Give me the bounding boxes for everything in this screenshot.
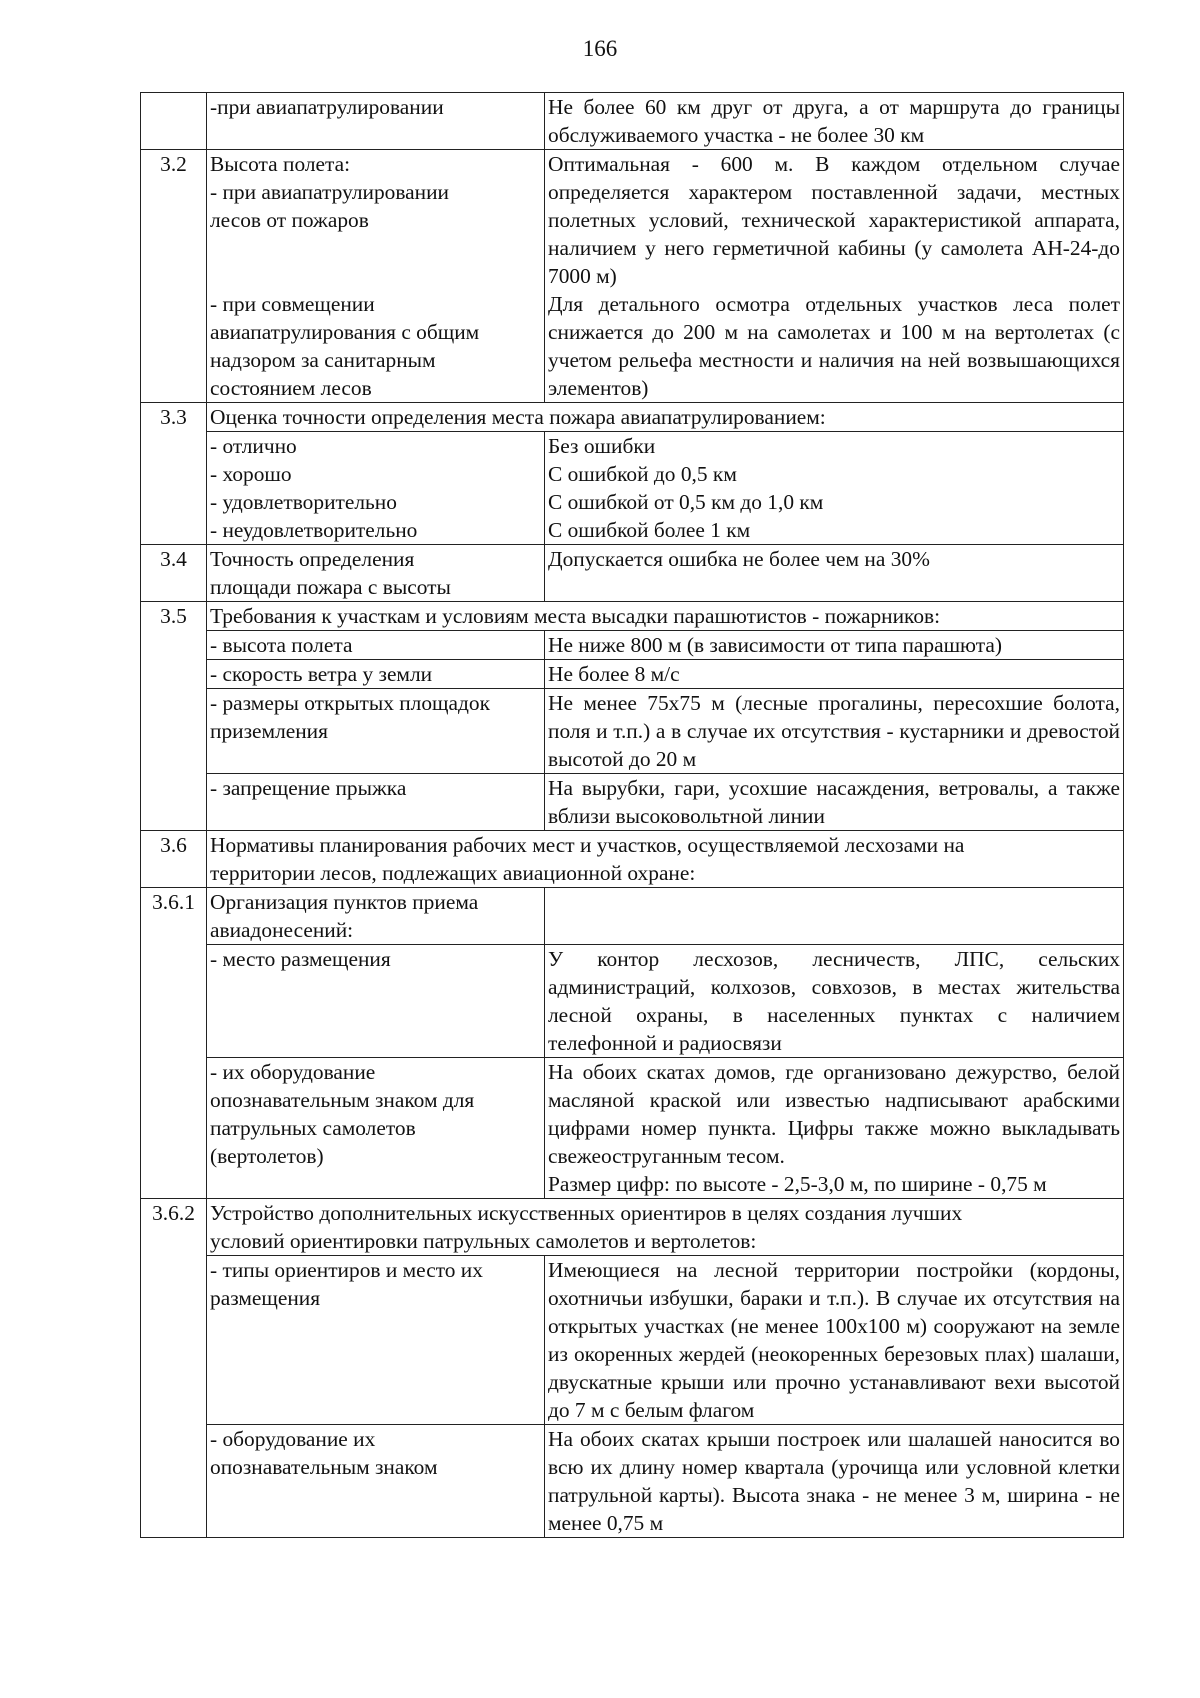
row-label: Точность определения площади пожара с высоты xyxy=(207,545,545,602)
row-value: Имеющиеся на лесной территории постройки (кордоны, охотничьи избушки, бараки и т.п.). В случае их отсутствия на открытых участках (не менее 100x100 м) сооружают на земле из окоренных жердей (неокоренных березовых плах) шалаши, двускатные крыши или прочно устанавливают вехи высотой до 7 м с белым флагом xyxy=(545,1256,1124,1425)
row-value: Для детального осмотра отдельных участков леса полет снижается до 200 м на самолетах и 100 м на вертолетах (с учетом рельефа местности и наличия на ней возвышающихся элементов) xyxy=(545,290,1124,403)
section-number: 3.4 xyxy=(141,545,207,602)
row-value: На обоих скатах домов, где организовано дежурство, белой масляной краской или известью надписывают арабскими цифрами номер пункта. Цифры также можно выкладывать свежеоструганным тесом. Размер цифр: по высоте - 2,5-3,0 м, по ширине - 0,75 м xyxy=(545,1058,1124,1199)
page-number: 166 xyxy=(582,36,618,61)
row-label: Организация пунктов приема авиадонесений: xyxy=(207,888,545,945)
row-label: - отлично - хорошо - удовлетворительно - неудовлетворительно xyxy=(207,432,545,545)
row-value: Не более 8 м/с xyxy=(545,660,1124,689)
table-row xyxy=(141,1256,1124,1425)
row-value: У контор лесхозов, лесничеств, ЛПС, сельских администраций, колхозов, совхозов, в местах жительства лесной охраны, в населенных пунктах с наличием телефонной и радиосвязи xyxy=(545,945,1124,1058)
table-row xyxy=(141,403,1124,432)
table-row xyxy=(141,290,1124,403)
table-row xyxy=(141,432,1124,545)
row-label: - их оборудование опознавательным знаком для патрульных самолетов (вертолетов) xyxy=(207,1058,545,1199)
table-row xyxy=(141,150,1124,291)
row-label: - размеры открытых площадок приземления xyxy=(207,689,545,774)
table-row xyxy=(141,631,1124,660)
empty-cell xyxy=(545,888,1124,945)
row-value: На вырубки, гари, усохшие насаждения, ветровалы, а также вблизи высоковольтной линии xyxy=(545,774,1124,831)
row-label: - скорость ветра у земли xyxy=(207,660,545,689)
section-number: 3.6 xyxy=(141,831,207,888)
row-label: - при совмещении авиапатрулирования с общим надзором за санитарным состоянием лесов xyxy=(207,290,545,403)
section-number: 3.6.1 xyxy=(141,888,207,1199)
section-number: 3.3 xyxy=(141,403,207,545)
table-row xyxy=(141,831,1124,888)
table-row xyxy=(141,93,1124,150)
row-value: Без ошибки С ошибкой до 0,5 км С ошибкой от 0,5 км до 1,0 км С ошибкой более 1 км xyxy=(545,432,1124,545)
section-number: 3.6.2 xyxy=(141,1199,207,1538)
section-header: Требования к участкам и условиям места высадки парашютистов - пожарников: xyxy=(207,602,1124,631)
table-row xyxy=(141,1425,1124,1538)
table-row xyxy=(141,545,1124,602)
table-row xyxy=(141,689,1124,774)
section-number-cell xyxy=(141,93,207,150)
row-label: - типы ориентиров и место их размещения xyxy=(207,1256,545,1425)
table-row xyxy=(141,888,1124,945)
row-value: Не более 60 км друг от друга, а от маршрута до границы обслуживаемого участка - не более 30 км xyxy=(545,93,1124,150)
table-row xyxy=(141,1058,1124,1199)
row-value: Допускается ошибка не более чем на 30% xyxy=(545,545,1124,602)
row-value: Не ниже 800 м (в зависимости от типа парашюта) xyxy=(545,631,1124,660)
row-value: На обоих скатах крыши построек или шалашей наносится во всю их длину номер квартала (урочища или условной клетки патрульной карты). Высота знака - не менее 3 м, ширина - не менее 0,75 м xyxy=(545,1425,1124,1538)
table-row xyxy=(141,660,1124,689)
table-row xyxy=(141,774,1124,831)
norms-table xyxy=(140,92,1124,1538)
row-label: -при авиапатрулировании xyxy=(207,93,545,150)
section-header: Нормативы планирования рабочих мест и участков, осуществляемой лесхозами на территории лесов, подлежащих авиационной охране: xyxy=(207,831,1124,888)
table-row xyxy=(141,945,1124,1058)
section-number: 3.2 xyxy=(141,150,207,403)
row-label: - место размещения xyxy=(207,945,545,1058)
row-label: - оборудование их опознавательным знаком xyxy=(207,1425,545,1538)
section-number: 3.5 xyxy=(141,602,207,831)
row-label: - запрещение прыжка xyxy=(207,774,545,831)
table-row xyxy=(141,1199,1124,1256)
row-value: Не менее 75x75 м (лесные прогалины, пересохшие болота, поля и т.п.) а в случае их отсутствия - кустарники и древостой высотой до 20 м xyxy=(545,689,1124,774)
section-header: Устройство дополнительных искусственных ориентиров в целях создания лучших условий ориентировки патрульных самолетов и вертолетов: xyxy=(207,1199,1124,1256)
row-label: - высота полета xyxy=(207,631,545,660)
section-header: Оценка точности определения места пожара авиапатрулированием: xyxy=(207,403,1124,432)
row-label: Высота полета: - при авиапатрулировании лесов от пожаров xyxy=(207,150,545,291)
row-value: Оптимальная - 600 м. В каждом отдельном случае определяется характером поставленной задачи, местных полетных условий, технической характеристикой аппарата, наличием у него герметичной кабины (у самолета АН-24-до 7000 м) xyxy=(545,150,1124,291)
table-row xyxy=(141,602,1124,631)
